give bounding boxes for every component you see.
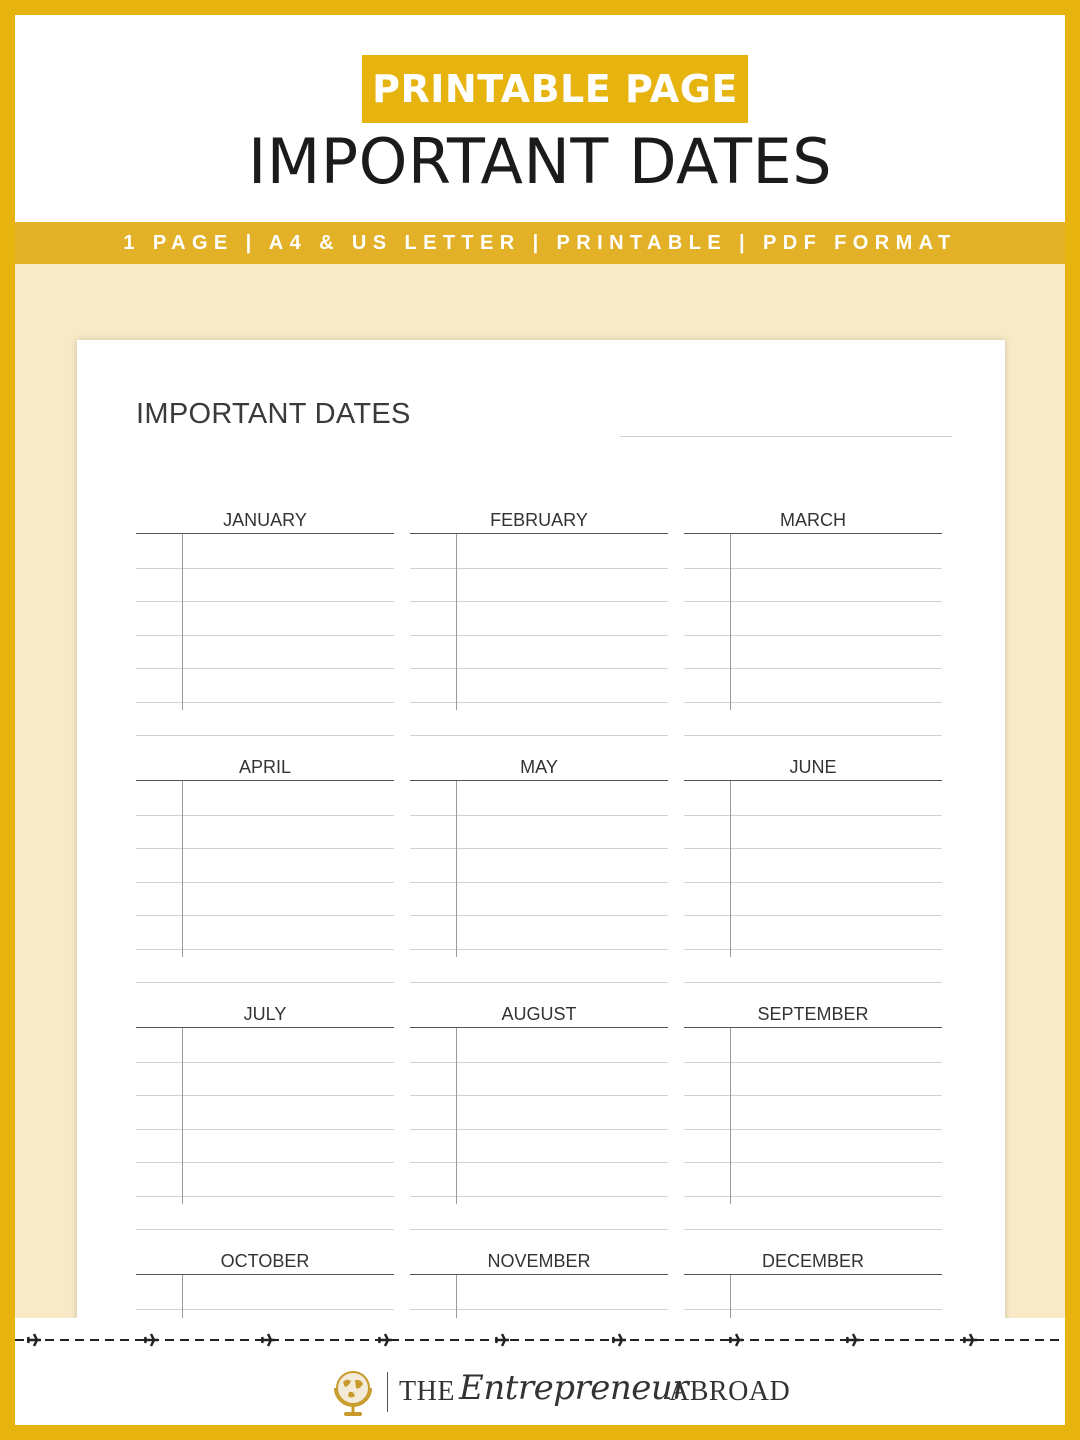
date-row-line xyxy=(410,949,668,950)
month-header-rule xyxy=(684,1274,942,1275)
month-label: AUGUST xyxy=(501,1004,577,1024)
date-row-line xyxy=(136,668,394,669)
logo-divider xyxy=(387,1372,388,1412)
date-row-line xyxy=(136,1162,394,1163)
date-row-line xyxy=(684,949,942,950)
month-block xyxy=(684,510,942,711)
logo-abroad: ABROAD xyxy=(669,1376,791,1407)
date-column-divider xyxy=(456,1028,457,1204)
logo-the: THE xyxy=(399,1376,455,1407)
date-row-line xyxy=(684,668,942,669)
date-row-line xyxy=(684,568,942,569)
month-header-rule xyxy=(136,780,394,781)
month-label: NOVEMBER xyxy=(487,1251,591,1271)
date-row-line xyxy=(136,1129,394,1130)
airplane-icon xyxy=(495,1334,509,1346)
month-header-rule xyxy=(136,1027,394,1028)
month-label: JULY xyxy=(243,1004,287,1024)
month-block xyxy=(684,1004,942,1205)
month-header-rule xyxy=(684,533,942,534)
date-row-line xyxy=(410,1095,668,1096)
sheet-title: IMPORTANT DATES xyxy=(136,398,411,430)
date-row-line xyxy=(684,1196,942,1197)
date-row-line xyxy=(410,1309,668,1310)
date-row-line xyxy=(136,1095,394,1096)
date-row-line xyxy=(410,882,668,883)
header xyxy=(15,15,1065,222)
month-header-rule xyxy=(136,1274,394,1275)
date-row-line xyxy=(410,668,668,669)
month-label: SEPTEMBER xyxy=(757,1004,869,1024)
date-row-line xyxy=(136,735,394,736)
month-header-rule xyxy=(684,780,942,781)
date-row-line xyxy=(684,702,942,703)
date-row-line xyxy=(684,1062,942,1063)
date-row-line xyxy=(684,1162,942,1163)
date-column-divider xyxy=(456,534,457,710)
date-row-line xyxy=(410,1062,668,1063)
page-title: IMPORTANT DATES xyxy=(247,125,833,198)
date-row-line xyxy=(684,848,942,849)
date-row-line xyxy=(410,601,668,602)
month-label: DECEMBER xyxy=(761,1251,864,1271)
date-column-divider xyxy=(456,781,457,957)
date-column-divider xyxy=(730,534,731,710)
footer xyxy=(15,1318,1065,1425)
date-row-line xyxy=(136,601,394,602)
date-row-line xyxy=(136,1229,394,1230)
month-label: MAY xyxy=(520,757,558,777)
month-header-rule xyxy=(136,533,394,534)
date-row-line xyxy=(136,1196,394,1197)
format-subtitle: 1 PAGE | A4 & US LETTER | PRINTABLE | PDF FORMAT xyxy=(123,232,957,254)
month-header-rule xyxy=(410,533,668,534)
date-row-line xyxy=(410,635,668,636)
date-row-line xyxy=(684,635,942,636)
date-column-divider xyxy=(730,1028,731,1204)
date-row-line xyxy=(136,1309,394,1310)
date-row-line xyxy=(410,568,668,569)
date-row-line xyxy=(684,1309,942,1310)
date-row-line xyxy=(684,1129,942,1130)
date-row-line xyxy=(136,702,394,703)
month-block xyxy=(410,1251,668,1318)
month-label: JANUARY xyxy=(223,510,307,530)
airplane-icon xyxy=(612,1334,626,1346)
month-block xyxy=(684,1251,942,1318)
airplane-dash-border xyxy=(15,1332,1065,1348)
date-row-line xyxy=(136,915,394,916)
date-row-line xyxy=(684,815,942,816)
date-row-line xyxy=(410,1196,668,1197)
date-row-line xyxy=(410,1229,668,1230)
date-column-divider xyxy=(182,1028,183,1204)
date-column-divider xyxy=(182,781,183,957)
brand-logo xyxy=(329,1368,789,1418)
airplane-icon xyxy=(846,1334,860,1346)
date-column-divider xyxy=(182,534,183,710)
date-row-line xyxy=(684,915,942,916)
airplane-icon xyxy=(729,1334,743,1346)
globe-icon xyxy=(329,1368,379,1418)
preview-area xyxy=(15,264,1065,1318)
date-column-divider xyxy=(730,1275,731,1318)
date-row-line xyxy=(684,982,942,983)
month-block xyxy=(136,1004,394,1205)
date-row-line xyxy=(136,568,394,569)
month-header-rule xyxy=(410,780,668,781)
date-row-line xyxy=(684,882,942,883)
month-block xyxy=(136,510,394,711)
date-column-divider xyxy=(730,781,731,957)
month-label: JUNE xyxy=(789,757,837,777)
date-row-line xyxy=(410,1162,668,1163)
month-label: APRIL xyxy=(238,757,292,777)
month-label: OCTOBER xyxy=(220,1251,310,1271)
date-column-divider xyxy=(182,1275,183,1318)
printable-sheet xyxy=(77,340,1005,1318)
date-row-line xyxy=(136,982,394,983)
date-row-line xyxy=(136,949,394,950)
date-row-line xyxy=(684,601,942,602)
date-column-divider xyxy=(456,1275,457,1318)
date-row-line xyxy=(136,882,394,883)
month-block xyxy=(684,757,942,958)
subtitle-band xyxy=(15,222,1065,264)
date-row-line xyxy=(684,735,942,736)
airplane-icon xyxy=(378,1334,392,1346)
logo-entrepreneur: Entrepreneur xyxy=(459,1368,689,1408)
date-row-line xyxy=(410,848,668,849)
date-row-line xyxy=(684,1229,942,1230)
month-block xyxy=(136,1251,394,1318)
date-row-line xyxy=(136,848,394,849)
date-row-line xyxy=(136,815,394,816)
date-row-line xyxy=(136,635,394,636)
month-header-rule xyxy=(410,1027,668,1028)
name-write-line xyxy=(620,436,952,437)
month-block xyxy=(136,757,394,958)
airplane-icon xyxy=(261,1334,275,1346)
month-block xyxy=(410,1004,668,1205)
date-row-line xyxy=(410,1129,668,1130)
date-row-line xyxy=(410,982,668,983)
month-header-rule xyxy=(410,1274,668,1275)
month-block xyxy=(410,757,668,958)
airplane-icon xyxy=(27,1334,41,1346)
month-label: MARCH xyxy=(780,510,846,530)
month-block xyxy=(410,510,668,711)
date-row-line xyxy=(136,1062,394,1063)
printable-page-badge: PRINTABLE PAGE xyxy=(362,55,748,123)
month-header-rule xyxy=(684,1027,942,1028)
date-row-line xyxy=(684,1095,942,1096)
date-row-line xyxy=(410,702,668,703)
date-row-line xyxy=(410,915,668,916)
airplane-icon xyxy=(144,1334,158,1346)
date-row-line xyxy=(410,815,668,816)
date-row-line xyxy=(410,735,668,736)
airplane-icon xyxy=(963,1334,977,1346)
month-label: FEBRUARY xyxy=(490,510,588,530)
